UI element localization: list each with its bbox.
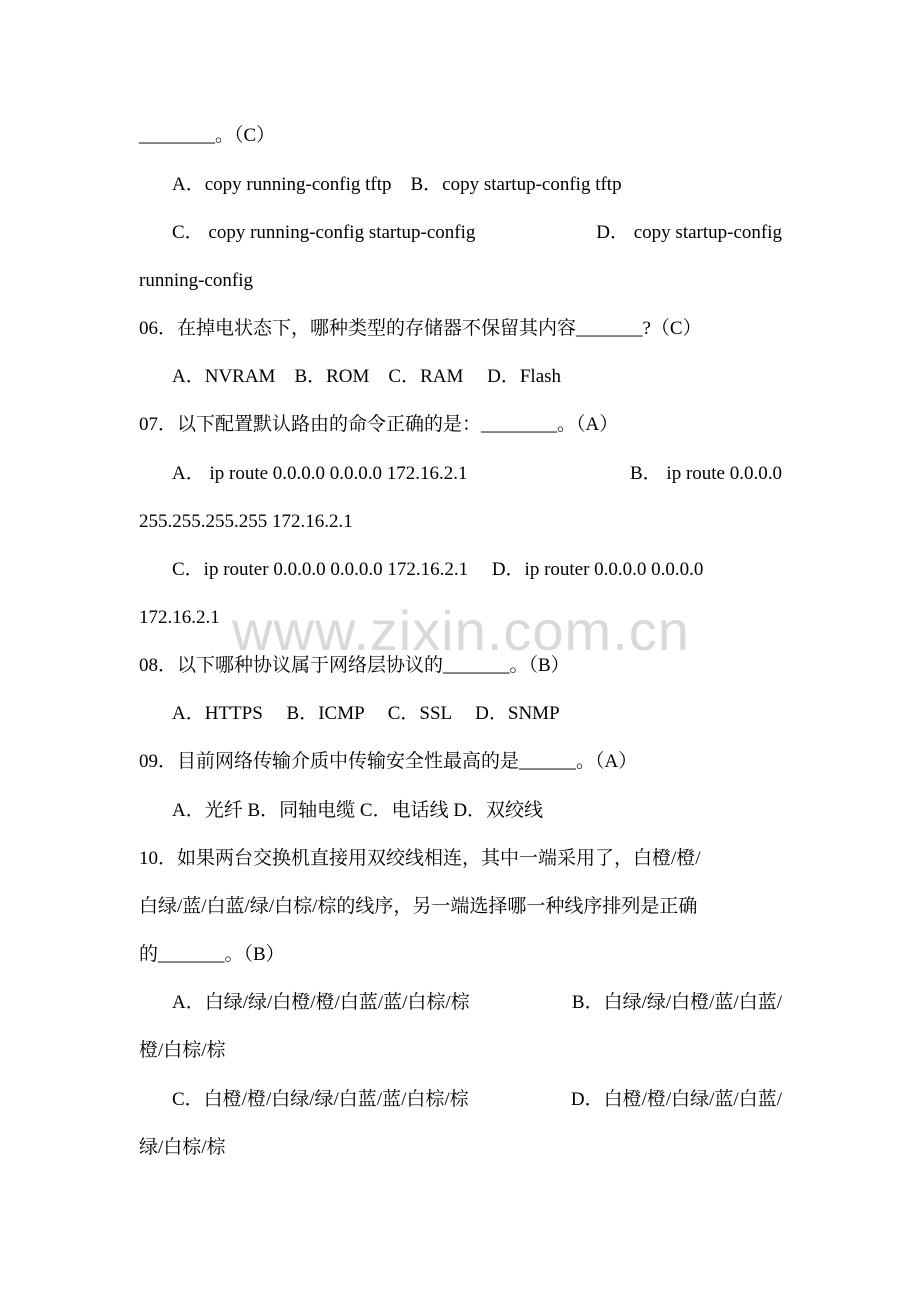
text-line: 的_______。（B） — [139, 944, 285, 965]
question-10: 10．如果两台交换机直接用双绞线相连，其中一端采用了，白橙/橙/ — [139, 848, 701, 869]
text-line: 橙/白棕/棕 — [139, 1040, 226, 1061]
text-line: 白绿/蓝/白蓝/绿/白棕/棕的线序，另一端选择哪一种线序排列是正确 — [139, 896, 698, 917]
text-line: C．ip router 0.0.0.0 0.0.0.0 172.16.2.1 D．ip router 0.0.0.0 0.0.0.0 — [172, 559, 704, 580]
question-08: 08．以下哪种协议属于网络层协议的_______。（B） — [139, 655, 570, 676]
question-07: 07．以下配置默认路由的命令正确的是：________。（A） — [139, 414, 619, 435]
text-line: 172.16.2.1 — [139, 607, 220, 628]
justified-line — [172, 991, 782, 1015]
watermark: www.zixin.com.cn — [232, 599, 690, 662]
option-c: C． copy running-config startup-config — [172, 222, 476, 243]
question-06: 06．在掉电状态下，哪种类型的存储器不保留其内容_______?（C） — [139, 318, 702, 339]
option-a: A． ip route 0.0.0.0 0.0.0.0 172.16.2.1 — [172, 463, 468, 484]
text-line: ________。（C） — [139, 125, 276, 146]
option-a: A．白绿/绿/白橙/橙/白蓝/蓝/白棕/棕 — [172, 992, 470, 1013]
text-line: A．copy running-config tftp B．copy startup-config tftp — [172, 174, 622, 195]
justified-line — [172, 221, 782, 245]
option-d: D． copy startup-config — [596, 222, 782, 243]
text-line: 绿/白棕/棕 — [139, 1137, 226, 1158]
option-c: C．白橙/橙/白绿/绿/白蓝/蓝/白棕/棕 — [172, 1089, 469, 1110]
text-line: A．光纤 B．同轴电缆 C．电话线 D．双绞线 — [172, 800, 544, 821]
question-09: 09．目前网络传输介质中传输安全性最高的是______。（A） — [139, 751, 638, 772]
justified-line — [172, 462, 782, 486]
text-line: 255.255.255.255 172.16.2.1 — [139, 511, 353, 532]
justified-line — [172, 1088, 782, 1112]
option-b: B． ip route 0.0.0.0 — [630, 463, 782, 484]
text-line: A．NVRAM B．ROM C．RAM D．Flash — [172, 366, 562, 387]
text-line: A．HTTPS B．ICMP C．SSL D．SNMP — [172, 703, 560, 724]
text-line: running-config — [139, 270, 253, 291]
option-b: B．白绿/绿/白橙/蓝/白蓝/ — [571, 992, 782, 1013]
option-d: D．白橙/橙/白绿/蓝/白蓝/ — [570, 1089, 782, 1110]
